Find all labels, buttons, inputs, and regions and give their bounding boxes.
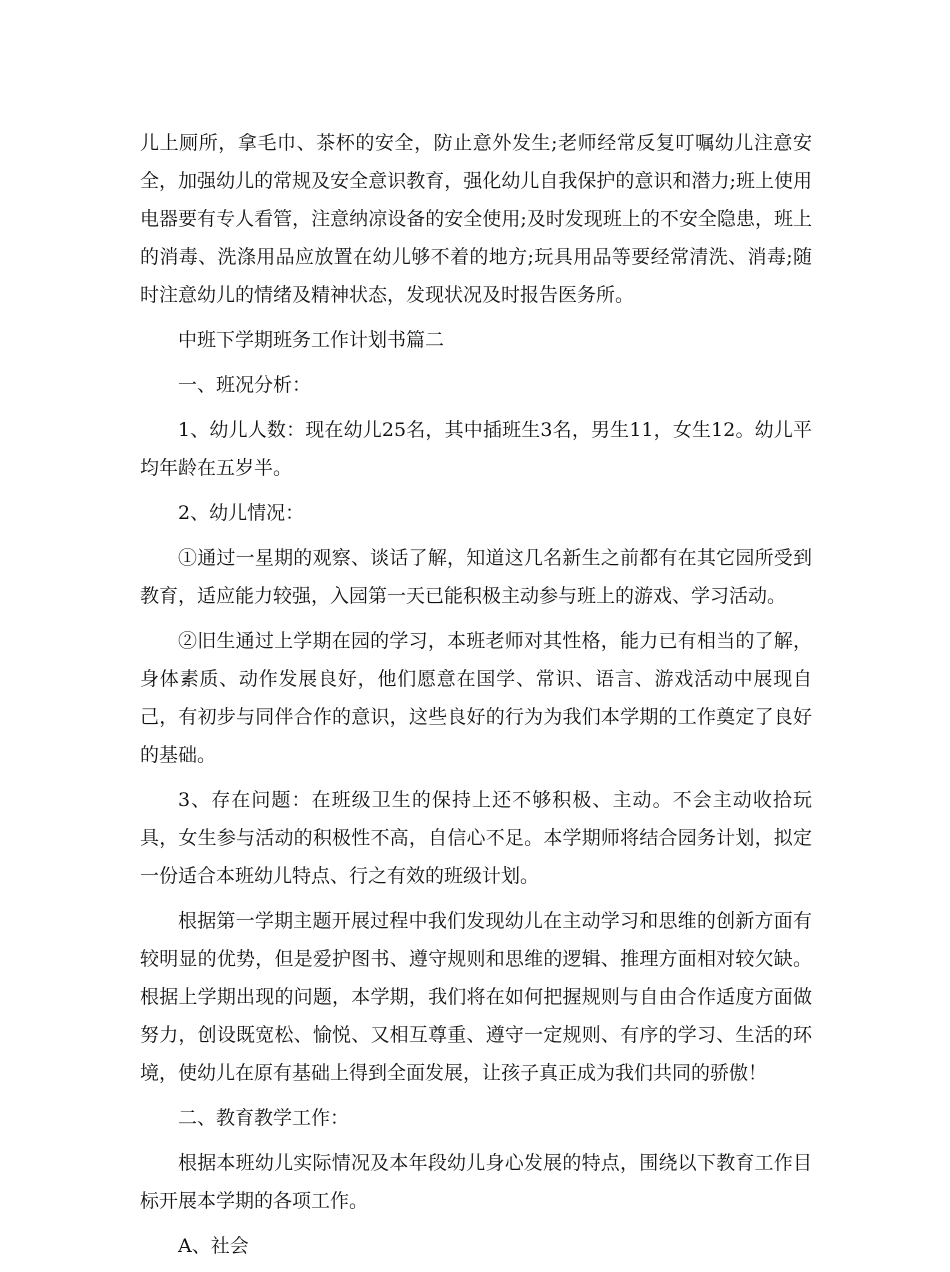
document-body bbox=[140, 124, 812, 1272]
heading-child-situation: 2、幼儿情况： bbox=[178, 502, 305, 524]
section-title: 中班下学期班务工作计划书篇二 bbox=[178, 329, 445, 351]
paragraph-new-students: ①通过一星期的观察、谈话了解，知道这几名新生之前都有在其它园所受到教育，适应能力较强，入园第一天已能积极主动参与班上的游戏、学习活动。 bbox=[140, 547, 812, 607]
heading-education-work: 二、教育教学工作： bbox=[178, 1107, 350, 1129]
paragraph-old-students: ②旧生通过上学期在园的学习，本班老师对其性格，能力已有相当的了解，身体素质、动作发展良好，他们愿意在国学、常识、语言、游戏活动中展现自己，有初步与同伴合作的意识，这些良好的行为为我们本学期的工作奠定了良好的基础。 bbox=[140, 630, 812, 766]
paragraph-education-goals: 根据本班幼儿实际情况及本年段幼儿身心发展的特点，围绕以下教育工作目标开展本学期的各项工作。 bbox=[140, 1152, 812, 1212]
paragraph-safety-continued: 儿上厕所，拿毛巾、茶杯的安全，防止意外发生;老师经常反复叮嘱幼儿注意安全，加强幼儿的常规及安全意识教育，强化幼儿自我保护的意识和潜力;班上使用电器要有专人看管，注意纳凉设备的安全使用;及时发现班上的不安全隐患，班上的消毒、洗涤用品应放置在幼儿够不着的地方;玩具用品等要经常清洗、消毒;随时注意幼儿的情绪及精神状态，发现状况及时报告医务所。 bbox=[140, 132, 812, 306]
heading-class-analysis: 一、班况分析： bbox=[178, 374, 312, 396]
paragraph-semester-plan: 根据第一学期主题开展过程中我们发现幼儿在主动学习和思维的创新方面有较明显的优势，但是爱护图书、遵守规则和思维的逻辑、推理方面相对较欠缺。根据上学期出现的问题，本学期，我们将在如何把握规则与自由合作适度方面做努力，创设既宽松、愉悦、又相互尊重、遵守一定规则、有序的学习、生活的环境，使幼儿在原有基础上得到全面发展，让孩子真正成为我们共同的骄傲！ bbox=[140, 910, 812, 1084]
paragraph-problems: 3、存在问题：在班级卫生的保持上还不够积极、主动。不会主动收拾玩具，女生参与活动的积极性不高，自信心不足。本学期师将结合园务计划，拟定一份适合本班幼儿特点、行之有效的班级计划。 bbox=[140, 789, 812, 887]
heading-society: A、社会 bbox=[178, 1235, 249, 1257]
paragraph-child-count: 1、幼儿人数：现在幼儿25名，其中插班生3名，男生11，女生12。幼儿平均年龄在五岁半。 bbox=[140, 419, 812, 479]
